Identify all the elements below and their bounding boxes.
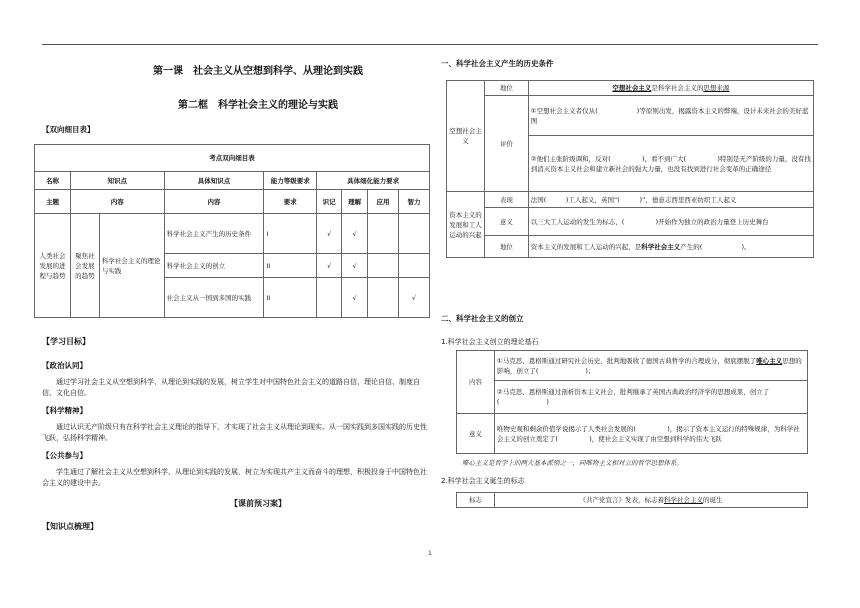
two-way-table: [34, 144, 430, 318]
cell-label: 内容: [457, 351, 495, 414]
theory-foundation-table: [456, 350, 808, 454]
cell-meaning: 唯物史观和剩余价值学说揭示了人类社会发展的( )，揭示了资本主义运行的特殊规律，为科学社会主义的创立奠定了( )，使社会主义实现了由空想到科学的伟大飞跃: [494, 414, 807, 454]
cell-content-1: ①马克思、恩格斯通过研究社会历史，批判地吸收了德国古典哲学的合理成分，彻底摆脱了唯心主义思想的影响，创立了( )；: [494, 351, 807, 381]
table-cell: [399, 254, 430, 278]
table-header: 具体知识点: [164, 172, 264, 190]
table-cell: [368, 214, 399, 254]
table-header: 要求: [264, 190, 317, 214]
heading-knowledge-points: 【知识点梳理】: [42, 522, 98, 531]
table-cell: ⅠⅠ: [264, 278, 317, 318]
cell-status: 空想社会主义是科学社会主义的思想来源: [528, 81, 813, 96]
table-cell: [368, 278, 399, 318]
table-cell: √: [317, 254, 342, 278]
table-cell-topic: 人类社会发展的进程与趋势: [35, 214, 71, 318]
section-1-title: 一、科学社会主义产生的历史条件: [441, 59, 554, 68]
table-cell: 科学社会主义产生的历史条件: [164, 214, 264, 254]
table-header: 智力: [399, 190, 430, 214]
politics-text: 通过学习社会主义从空想到科学、从理论到实践的发展，树立学生对中国特色社会主义的道路自信、理论自信、制度自信、文化自信。: [42, 378, 420, 397]
row-label-capitalism: 资本主义的发展和工人运动的兴起: [447, 192, 485, 258]
table-header: 主题: [35, 190, 71, 214]
table-cell: ⅠⅠ: [264, 254, 317, 278]
section-2-title: 二、科学社会主义的创立: [441, 314, 524, 323]
cell-eval-2: ②他们主张阶级调和，反对( )，看不到广大( )特别是无产阶级的力量，没有找到消灭资本主义社会和建立新社会的强大力量，也没有找到进行社会变革的正确途径: [528, 136, 813, 192]
table-cell: 社会主义从一国到多国的实践: [164, 278, 264, 318]
birth-mark-table: [456, 492, 808, 508]
table-cell: √: [399, 278, 430, 318]
table-caption: 考点双向细目表: [35, 145, 430, 172]
cell-eval-1: ①空想社会主义者仅从( )等原则出发，揭露资本主义的弊端，设计未来社会的美好蓝图: [528, 96, 813, 136]
table-header: 内容: [70, 190, 164, 214]
science-text: 通过认识无产阶级只有在科学社会主义理论的指导下，才实现了社会主义从理论到现实、从一国实践到多国实践的历史性飞跃，弘扬科学精神。: [42, 423, 427, 442]
subsection-birth-mark: 2.科学社会主义诞生的标志: [441, 477, 525, 485]
table-header: 知识点: [70, 172, 164, 190]
section-title: 第二框 科学社会主义的理论与实践: [178, 100, 338, 111]
heading-learning-goals: 【学习目标】: [42, 337, 90, 346]
cell-birth-mark: 《共产党宣言》发表，标志着科学社会主义的诞生: [494, 493, 807, 508]
cell-condition: 资本主义的发展和工人运动的兴起，是科学社会主义产生的( )。: [528, 236, 813, 258]
cell-label: 地位: [484, 81, 528, 96]
cell-label: 意义: [457, 414, 495, 454]
table-header: 能力等级要求: [264, 172, 317, 190]
table-header: 具体细化能力要求: [317, 172, 430, 190]
table-header: 识记: [317, 190, 342, 214]
cell-label: 表现: [484, 192, 528, 208]
table-cell-content: 聚焦社会发展的趋势: [70, 214, 99, 318]
lesson-title: 第一课 社会主义从空想到科学、从理论到实践: [153, 66, 363, 77]
table-cell: √: [342, 214, 368, 254]
public-text: 学生通过了解社会主义从空想到科学、从理论到实践的发展，树立为实现共产主义而奋斗的理想，积极投身于中国特色社会主义的建设中去。: [42, 468, 427, 487]
row-label-utopia: 空想社会主义: [447, 81, 485, 192]
table-header: 应用: [368, 190, 399, 214]
heading-two-way-table: 【双向细目表】: [42, 125, 95, 134]
note-idealism: 唯心主义是哲学上的两大基本派别之一，同唯物主义相对立的哲学思想体系。: [462, 459, 683, 467]
subsection-theory-foundation: 1.科学社会主义创立的理论基石: [441, 338, 539, 346]
heading-political-identity: 【政治认同】: [42, 361, 87, 370]
table-cell: √: [317, 214, 342, 254]
heading-scientific-spirit: 【科学精神】: [42, 406, 87, 415]
table-cell: √: [342, 254, 368, 278]
table-cell: [317, 278, 342, 318]
table-header: 名称: [35, 172, 71, 190]
table-cell: [368, 254, 399, 278]
table-header: 内容: [164, 190, 264, 214]
cell-label: 地位: [484, 236, 528, 258]
table-cell: 科学社会主义的创立: [164, 254, 264, 278]
cell-content-2: ②马克思、恩格斯通过剖析资本主义社会，批判继承了英国古典政治经济学的思想成果，创立了( ): [494, 381, 807, 414]
cell-label: 标志: [457, 493, 495, 508]
page-number: 1: [428, 550, 432, 557]
table-cell: [399, 214, 430, 254]
historical-conditions-table: [446, 80, 814, 258]
cell-label: 评价: [484, 96, 528, 192]
header-rule: [42, 44, 818, 45]
cell-label: 意义: [484, 208, 528, 236]
table-header: 理解: [342, 190, 368, 214]
table-cell: Ⅰ: [264, 214, 317, 254]
table-cell-knowledge: 科学社会主义的理论与实践: [99, 214, 164, 318]
table-cell: √: [342, 278, 368, 318]
cell-show: 法国( )工人起义，英国“( )”，德意志西里西亚纺织工人起义: [528, 192, 813, 208]
heading-public-participation: 【公共参与】: [42, 451, 87, 460]
heading-preview: 【课前预习案】: [230, 499, 286, 508]
cell-meaning: 以三大工人运动的发生为标志，( )开始作为独立的政治力量登上历史舞台: [528, 208, 813, 236]
